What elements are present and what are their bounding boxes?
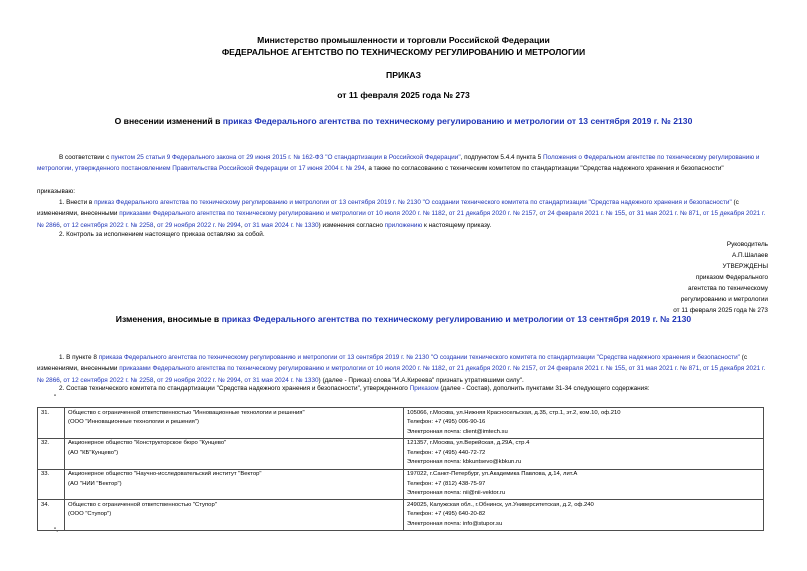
org-email: Электронная почта: client@imtech.su — [407, 428, 508, 435]
approval-line-1: УТВЕРЖДЕНЫ — [722, 263, 768, 270]
regulation-link[interactable]: Положения о Федеральном агентстве по техническому регулированию и метрологии, утвержденного постановлением Правительства Российской Федерации от 17 июня 2004 г. № 294 — [37, 154, 760, 173]
org-full-name: Общество с ограниченной ответственностью "Ступор" — [68, 501, 217, 508]
contact-cell — [404, 438, 764, 469]
comma: , — [699, 365, 703, 373]
row-number: 34. — [38, 500, 65, 531]
quote-open: " — [54, 394, 57, 401]
federal-law-link[interactable]: пунктом 25 статьи 9 Федерального закона от 29 июня 2015 г. № 162-ФЗ "О стандартизации в Российской Федерации" — [111, 154, 461, 161]
annex-title-link[interactable]: приказ Федерального агентства по техническому регулированию и метрологии от 13 сентября 2019 г. № 2130 — [221, 314, 692, 324]
comma: , — [59, 376, 64, 384]
preamble-text-2: , подпунктом 5.4.4 пункта 5 — [460, 154, 543, 161]
org-cell — [65, 438, 404, 469]
signer-role: Руководитель — [726, 241, 768, 248]
order-item-2: 2. Контроль за исполнением настоящего приказа оставляю за собой. — [59, 231, 265, 238]
doc-date-number: от 11 февраля 2025 года № 273 — [337, 90, 470, 100]
org-cell — [65, 500, 404, 531]
table-row — [38, 500, 764, 531]
contact-cell — [404, 469, 764, 500]
org-short-name: (ООО "Ступор") — [68, 511, 112, 518]
annex1-text-2: (с изменениями, внесенными — [37, 354, 748, 373]
preamble-text-1: В соответствии с — [59, 154, 112, 161]
annex-item-1 — [37, 352, 768, 386]
annex-order-1330-link[interactable]: от 31 мая 2024 г. № 1330 — [244, 376, 319, 384]
appendix-link[interactable]: приложению — [384, 221, 423, 229]
row-number: 32. — [38, 438, 65, 469]
ministry-name: Министерство промышленности и торговли Российской Федерации — [257, 35, 550, 45]
comma: , — [445, 210, 449, 218]
org-full-name: Акционерное общество "Конструкторское бюро "Кунцево" — [68, 440, 227, 447]
org-address: 197022, г.Санкт-Петербург, ул.Академика Павлова, д.14, лит.А — [407, 471, 578, 478]
comma: , — [153, 376, 157, 384]
doc-title-prefix: О внесении изменений в — [114, 116, 223, 126]
order-2130-link[interactable]: приказ Федерального агентства по техническому регулированию и метрологии от 13 сентября 2019 г. № 2130 "О создании технического комитета по стандартизации "Средства надежного хранения и безопасности" — [94, 199, 732, 206]
order-2157-link[interactable]: от 21 декабря 2020 г. № 2157 — [448, 210, 536, 218]
order-871-link[interactable]: от 31 мая 2021 г. № 871 — [628, 210, 700, 218]
org-short-name: (АО "КБ"Кунцево") — [68, 449, 119, 456]
org-address: 249025, Калужская обл., г.Обнинск, ул.Университетская, д.2, оф.240 — [407, 501, 594, 508]
order-word: приказываю: — [37, 188, 75, 195]
annex-order-link[interactable]: Приказом — [409, 385, 439, 392]
doc-title-link[interactable]: приказ Федерального агентства по техническому регулированию и метрологии от 13 сентября 2019 г. № 2130 — [222, 116, 693, 126]
row-number: 33. — [38, 469, 65, 500]
org-address: 121357, г.Москва, ул.Верейская, д.29А, стр.4 — [407, 440, 530, 447]
org-full-name: Общество с ограниченной ответственностью "Инновационные технологии и решения" — [68, 409, 305, 416]
annex-item-2 — [37, 383, 768, 394]
org-email: Электронная почта: kbkuntsevo@kbkun.ru — [407, 459, 522, 466]
annex1-text-4: ) (далее - Приказ) слова "И.А.Киреева" признать утратившими силу". — [318, 376, 524, 384]
item1-text-1: 1. Внести в — [59, 199, 95, 206]
committee-members-table — [37, 407, 764, 531]
preamble — [37, 152, 768, 175]
order-2866-link[interactable]: от 15 декабря 2021 г. № 2866 — [37, 210, 766, 229]
approval-line-5: от 11 февраля 2025 года № 273 — [673, 307, 768, 314]
annex2-text-2: (далее - Состав), дополнить пунктами 31-34 следующего содержания: — [438, 385, 650, 392]
row-number: 31. — [38, 408, 65, 439]
quote-close: ". — [54, 527, 59, 534]
org-phone: Телефон: +7 (495) 440-72-72 — [407, 449, 486, 456]
preamble-text-3: , а также по согласованию с техническим комитетом по стандартизации "Средства надежного хранения и безопасности" — [364, 165, 724, 173]
annex-order-2157-link[interactable]: от 21 декабря 2020 г. № 2157 — [448, 365, 536, 373]
contact-cell — [404, 408, 764, 439]
agency-name: ФЕДЕРАЛЬНОЕ АГЕНТСТВО ПО ТЕХНИЧЕСКОМУ РЕГУЛИРОВАНИЮ И МЕТРОЛОГИИ — [221, 47, 586, 57]
table-row — [38, 408, 764, 439]
annex-order-2130-link[interactable]: приказа Федерального агентства по техническому регулированию и метрологии от 13 сентября 2019 г. № 2130 "О создании технического комитета по стандартизации "Средства надежного хранения и безопасности" — [98, 354, 740, 361]
comma: , — [535, 365, 540, 373]
comma: , — [240, 221, 245, 229]
order-item-1 — [37, 197, 768, 231]
comma: , — [445, 365, 449, 373]
order-2258-link[interactable]: от 12 сентября 2022 г. № 2258 — [63, 221, 154, 229]
signer-name: А.П.Шалаев — [731, 252, 768, 259]
annex-title — [0, 314, 807, 324]
org-phone: Телефон: +7 (495) 006-90-16 — [407, 419, 486, 426]
approval-line-3: агентства по техническому — [688, 285, 768, 292]
order-1182-link[interactable]: приказами Федерального агентства по техническому регулированию и метрологии от 10 июля 2020 г. № 1182 — [119, 210, 446, 218]
comma: , — [699, 210, 703, 218]
annex1-text-1: 1. В пункте 8 — [59, 354, 99, 361]
item1-text-2: (с изменениями, внесенными — [37, 199, 739, 218]
table-row — [38, 469, 764, 500]
org-phone: Телефон: +7 (495) 640-20-82 — [407, 511, 486, 518]
annex-title-prefix: Изменения, вносимые в — [115, 314, 222, 324]
doc-type: ПРИКАЗ — [386, 70, 421, 80]
comma: , — [625, 365, 629, 373]
annex-order-2258-link[interactable]: от 12 сентября 2022 г. № 2258 — [63, 376, 154, 384]
doc-title — [0, 116, 807, 126]
org-cell — [65, 408, 404, 439]
annex-order-871-link[interactable]: от 31 мая 2021 г. № 871 — [628, 365, 700, 373]
order-2994-link[interactable]: от 29 ноября 2022 г. № 2994 — [156, 221, 241, 229]
comma: , — [59, 221, 64, 229]
org-short-name: (ООО "Инновационные технологии и решения") — [68, 419, 199, 426]
comma: , — [240, 376, 245, 384]
org-email: Электронная почта: nii@nii-vektor.ru — [407, 490, 506, 497]
comma: , — [535, 210, 540, 218]
annex-order-1182-link[interactable]: приказами Федерального агентства по техническому регулированию и метрологии от 10 июля 2020 г. № 1182 — [119, 365, 446, 373]
org-email: Электронная почта: info@stupor.su — [407, 521, 503, 528]
org-address: 105066, г.Москва, ул.Нижняя Красносельская, д.35, стр.1, эт.2, ком.10, оф.210 — [407, 409, 621, 416]
contact-cell — [404, 500, 764, 531]
org-phone: Телефон: +7 (812) 438-75-97 — [407, 480, 486, 487]
approval-line-4: регулированию и метрологии — [680, 296, 768, 303]
annex-order-2994-link[interactable]: от 29 ноября 2022 г. № 2994 — [156, 376, 241, 384]
annex2-text-1: 2. Состав технического комитета по стандартизации "Средства надежного хранения и безопасности", утвержденного — [59, 385, 410, 392]
item1-text-5: к настоящему приказу. — [422, 221, 492, 229]
org-cell — [65, 469, 404, 500]
order-155-link[interactable]: от 24 февраля 2021 г. № 155 — [539, 210, 626, 218]
comma: , — [153, 221, 157, 229]
annex-order-155-link[interactable]: от 24 февраля 2021 г. № 155 — [539, 365, 626, 373]
org-short-name: (АО "НИИ "Вектор") — [68, 480, 122, 487]
org-full-name: Акционерное общество "Научно-исследовательский институт "Вектор" — [68, 471, 262, 478]
annex-order-2866-link[interactable]: от 15 декабря 2021 г. № 2866 — [37, 365, 766, 384]
order-1330-link[interactable]: от 31 мая 2024 г. № 1330 — [244, 221, 319, 229]
approval-line-2: приказом Федерального — [695, 274, 768, 281]
item1-text-4: ) изменения согласно — [318, 221, 385, 229]
table-row — [38, 438, 764, 469]
comma: , — [625, 210, 629, 218]
